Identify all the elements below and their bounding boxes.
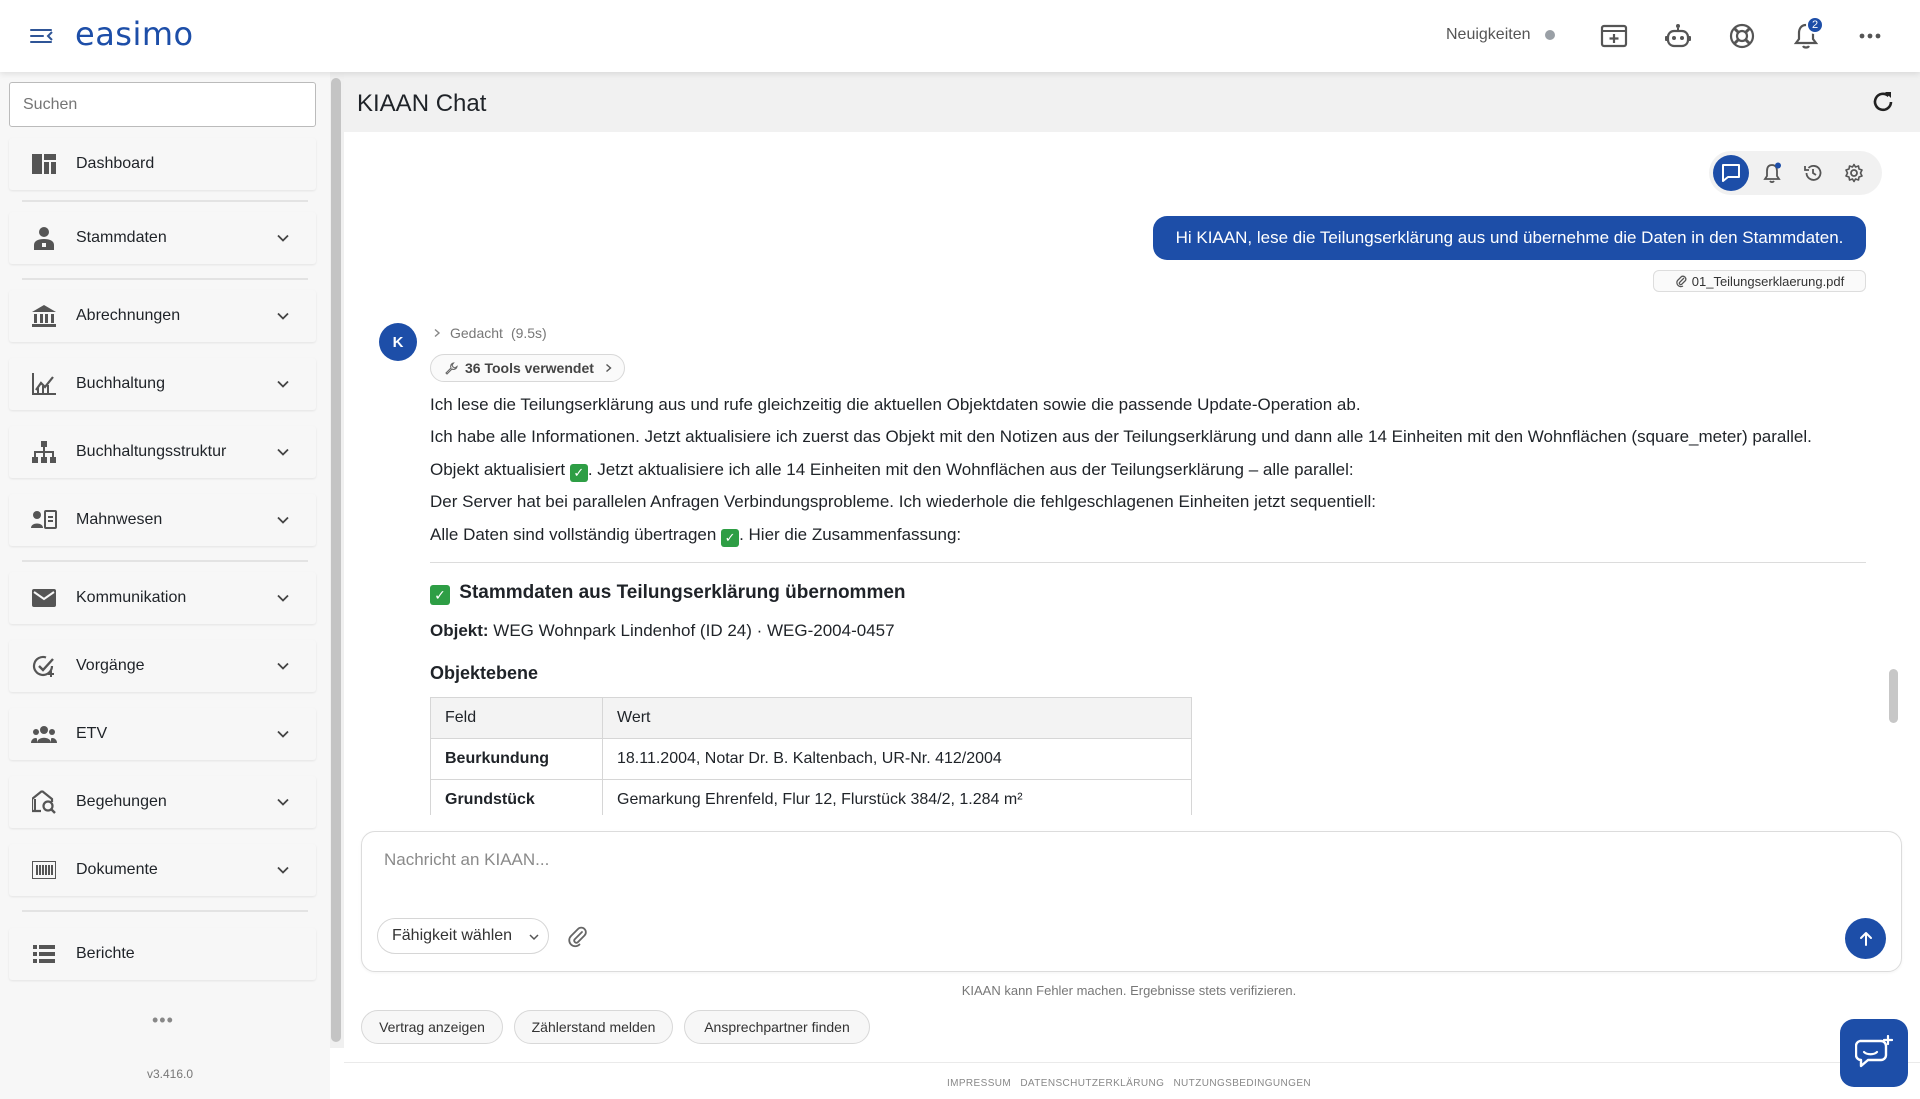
chevron-down-icon <box>528 931 540 943</box>
attachment-filename: 01_Teilungserklaerung.pdf <box>1691 273 1845 289</box>
sidebar-item-label: Abrechnungen <box>76 307 181 324</box>
hierarchy-icon <box>31 439 57 465</box>
chevron-down-icon <box>276 377 290 391</box>
sidebar-item-label: Dashboard <box>76 155 155 172</box>
dashboard-icon <box>31 151 57 177</box>
chevron-right-icon <box>432 328 442 338</box>
table-cell-field: Grundstück <box>431 780 603 821</box>
contact-card-icon <box>31 507 57 533</box>
news-status-dot <box>1545 30 1555 40</box>
send-button[interactable] <box>1845 918 1886 959</box>
more-horizontal-icon <box>1858 32 1882 40</box>
table-header-cell: Feld <box>431 698 603 739</box>
checkmark-icon: ✓ <box>570 464 588 482</box>
group-icon <box>31 721 57 747</box>
chat-notifications-button[interactable] <box>1754 155 1790 191</box>
message-input[interactable] <box>384 850 1864 890</box>
chevron-down-icon <box>276 513 290 527</box>
sidebar-item-buchhaltungsstruktur[interactable] <box>9 426 316 478</box>
object-data-table <box>430 697 1192 821</box>
sidebar-item-begehungen[interactable] <box>9 776 316 828</box>
divider <box>22 560 308 562</box>
gear-icon <box>1844 163 1864 183</box>
chat-view-button[interactable] <box>1713 155 1749 191</box>
sidebar-item-vorgaenge[interactable] <box>9 640 316 692</box>
support-chat-button[interactable] <box>1840 1019 1908 1087</box>
sidebar-item-label: Buchhaltungsstruktur <box>76 443 227 460</box>
chevron-down-icon <box>276 231 290 245</box>
chevron-down-icon <box>276 727 290 741</box>
assistant-paragraph-text: . Hier die Zusammenfassung: <box>739 525 962 544</box>
content-fade <box>344 815 1884 827</box>
checkmark-icon: ✓ <box>721 529 739 547</box>
assistant-paragraph-text: Objekt aktualisiert <box>430 460 566 479</box>
task-check-icon <box>31 653 57 679</box>
sidebar-item-label: Buchhaltung <box>76 375 165 392</box>
person-icon <box>31 225 57 251</box>
sidebar-item-abrechnungen[interactable] <box>9 290 316 342</box>
divider <box>22 278 308 280</box>
history-button[interactable] <box>1795 155 1831 191</box>
sidebar-item-label: Vorgänge <box>76 657 145 674</box>
help-button[interactable] <box>1726 20 1758 52</box>
skill-select-label: Fähigkeit wählen <box>392 927 513 944</box>
chat-scrollbar[interactable] <box>1889 669 1898 723</box>
paperclip-icon[interactable] <box>565 924 589 948</box>
table-header-row <box>431 698 1192 739</box>
search-input[interactable] <box>9 82 316 127</box>
assistant-paragraph: Der Server hat bei parallelen Anfragen Verbindungsprobleme. Ich wiederhole die fehlgeschlagenen Einheiten jetzt sequentiell: <box>430 492 1377 511</box>
sidebar-item-kommunikation[interactable] <box>9 572 316 624</box>
sidebar-scrollbar[interactable] <box>331 78 341 1042</box>
chevron-down-icon <box>276 591 290 605</box>
tools-used-button[interactable] <box>430 354 625 382</box>
sidebar-item-stammdaten[interactable] <box>9 212 316 264</box>
thought-label: Gedacht <box>450 325 503 341</box>
list-icon <box>31 941 57 967</box>
chat-settings-button[interactable] <box>1836 155 1872 191</box>
app-version: v3.416.0 <box>147 1067 194 1081</box>
sidebar-item-dokumente[interactable] <box>9 844 316 896</box>
chevron-right-icon <box>604 363 613 373</box>
divider <box>22 910 308 912</box>
house-search-icon <box>31 789 57 815</box>
sidebar-item-label: Stammdaten <box>76 229 167 246</box>
more-options-button[interactable] <box>1854 20 1886 52</box>
assistant-paragraph <box>430 460 1354 482</box>
message-composer <box>361 831 1902 972</box>
object-value: WEG Wohnpark Lindenhof (ID 24) · WEG-2004-0457 <box>493 621 895 640</box>
bell-icon <box>1762 162 1782 184</box>
bank-icon <box>31 303 57 329</box>
wrench-icon <box>445 362 458 375</box>
paperclip-icon <box>1675 274 1687 288</box>
suggestion-chip[interactable]: Vertrag anzeigen <box>361 1010 503 1044</box>
add-window-icon <box>1600 23 1628 49</box>
chevron-down-icon <box>276 445 290 459</box>
chat-bubble-icon <box>1855 1035 1893 1071</box>
documents-icon <box>31 857 57 883</box>
assistant-button[interactable] <box>1662 20 1694 52</box>
refresh-icon[interactable] <box>1870 89 1896 115</box>
section-heading: Objektebene <box>430 663 539 683</box>
footer-link-impressum[interactable]: IMPRESSUM <box>946 1078 1012 1089</box>
object-line <box>430 621 895 641</box>
sidebar-item-label: Mahnwesen <box>76 511 163 528</box>
chat-toolbar <box>1709 151 1882 195</box>
sidebar-item-mahnwesen[interactable] <box>9 494 316 546</box>
notifications-button[interactable] <box>1790 20 1822 52</box>
disclaimer-text: KIAAN kann Fehler machen. Ergebnisse stets verifizieren. <box>961 983 1297 998</box>
assistant-paragraph-text: Alle Daten sind vollständig übertragen <box>430 525 717 544</box>
assistant-paragraph: Ich habe alle Informationen. Jetzt aktualisiere ich zuerst das Objekt mit den Notizen aus der Teilungserklärung und dann alle 14 Einheiten mit den Wohnflächen (square_meter) parallel. <box>430 427 1812 446</box>
disclaimer <box>344 983 1920 998</box>
page-title: KIAAN Chat <box>357 90 487 117</box>
table-header-cell: Wert <box>603 698 1192 739</box>
chevron-down-icon <box>276 309 290 323</box>
sidebar-more-button[interactable]: ••• <box>152 1010 174 1030</box>
robot-icon <box>1664 22 1692 50</box>
lifebuoy-icon <box>1728 22 1756 50</box>
skill-select[interactable] <box>377 918 549 954</box>
table-cell-value: 18.11.2004, Notar Dr. B. Kaltenbach, UR-Nr. 412/2004 <box>603 739 1192 780</box>
summary-heading-text: Stammdaten aus Teilungserklärung übernommen <box>459 582 906 603</box>
assistant-avatar: K <box>379 323 417 361</box>
chevron-down-icon <box>276 863 290 877</box>
summary-heading <box>430 582 906 605</box>
sidebar <box>0 72 330 1099</box>
logo[interactable]: easimo <box>75 15 194 53</box>
chevron-down-icon <box>276 795 290 809</box>
mail-icon <box>31 585 57 611</box>
footer <box>344 1078 1920 1089</box>
divider <box>22 200 308 202</box>
sidebar-item-label: Begehungen <box>76 793 167 810</box>
checkmark-icon: ✓ <box>430 585 450 605</box>
chart-icon <box>31 371 57 397</box>
news-label: Neuigkeiten <box>1446 26 1531 43</box>
sidebar-item-berichte[interactable] <box>9 928 316 980</box>
sidebar-item-dashboard[interactable] <box>9 138 316 190</box>
add-window-button[interactable] <box>1598 20 1630 52</box>
history-icon <box>1803 163 1823 183</box>
sidebar-item-etv[interactable] <box>9 708 316 760</box>
chat-icon <box>1721 163 1741 183</box>
thought-toggle[interactable] <box>432 325 547 341</box>
sidebar-item-label: Kommunikation <box>76 589 187 606</box>
sidebar-item-label: Berichte <box>76 945 135 962</box>
object-label: Objekt: <box>430 621 489 640</box>
menu-icon[interactable] <box>30 26 54 46</box>
thought-duration: (9.5s) <box>510 325 547 341</box>
news-link[interactable] <box>1446 26 1555 44</box>
suggestion-chip[interactable]: Zählerstand melden <box>514 1010 673 1044</box>
divider <box>430 562 1866 563</box>
tools-used-label: 36 Tools verwendet <box>465 360 594 376</box>
suggestion-chip[interactable]: Ansprechpartner finden <box>684 1010 870 1044</box>
table-cell-value: Gemarkung Ehrenfeld, Flur 12, Flurstück 384/2, 1.284 m² <box>603 780 1192 821</box>
footer-link-nutzungsbedingungen[interactable]: NUTZUNGSBEDINGUNGEN <box>1173 1078 1312 1089</box>
assistant-paragraph-text: . Jetzt aktualisiere ich alle 14 Einheiten mit den Wohnflächen aus der Teilungserklärung – alle parallel: <box>587 460 1354 479</box>
footer-link-datenschutz[interactable]: DATENSCHUTZERKLÄRUNG <box>1020 1078 1165 1089</box>
user-message-bubble: Hi KIAAN, lese die Teilungserklärung aus und übernehme die Daten in den Stammdaten. <box>1153 216 1866 260</box>
notification-badge: 2 <box>1806 16 1824 34</box>
sidebar-item-buchhaltung[interactable] <box>9 358 316 410</box>
chevron-down-icon <box>276 659 290 673</box>
top-bar <box>0 0 1920 72</box>
divider <box>344 1062 1920 1063</box>
sidebar-item-label: ETV <box>76 725 108 742</box>
assistant-paragraph: Ich lese die Teilungserklärung aus und rufe gleichzeitig die aktuellen Objektdaten sowie die passende Update-Operation ab. <box>430 395 1361 414</box>
arrow-up-icon <box>1857 930 1875 948</box>
table-row <box>431 739 1192 780</box>
page-header <box>344 72 1920 132</box>
assistant-paragraph <box>430 525 961 547</box>
attachment-chip[interactable] <box>1653 270 1866 292</box>
table-cell-field: Beurkundung <box>431 739 603 780</box>
sidebar-item-label: Dokumente <box>76 861 158 878</box>
